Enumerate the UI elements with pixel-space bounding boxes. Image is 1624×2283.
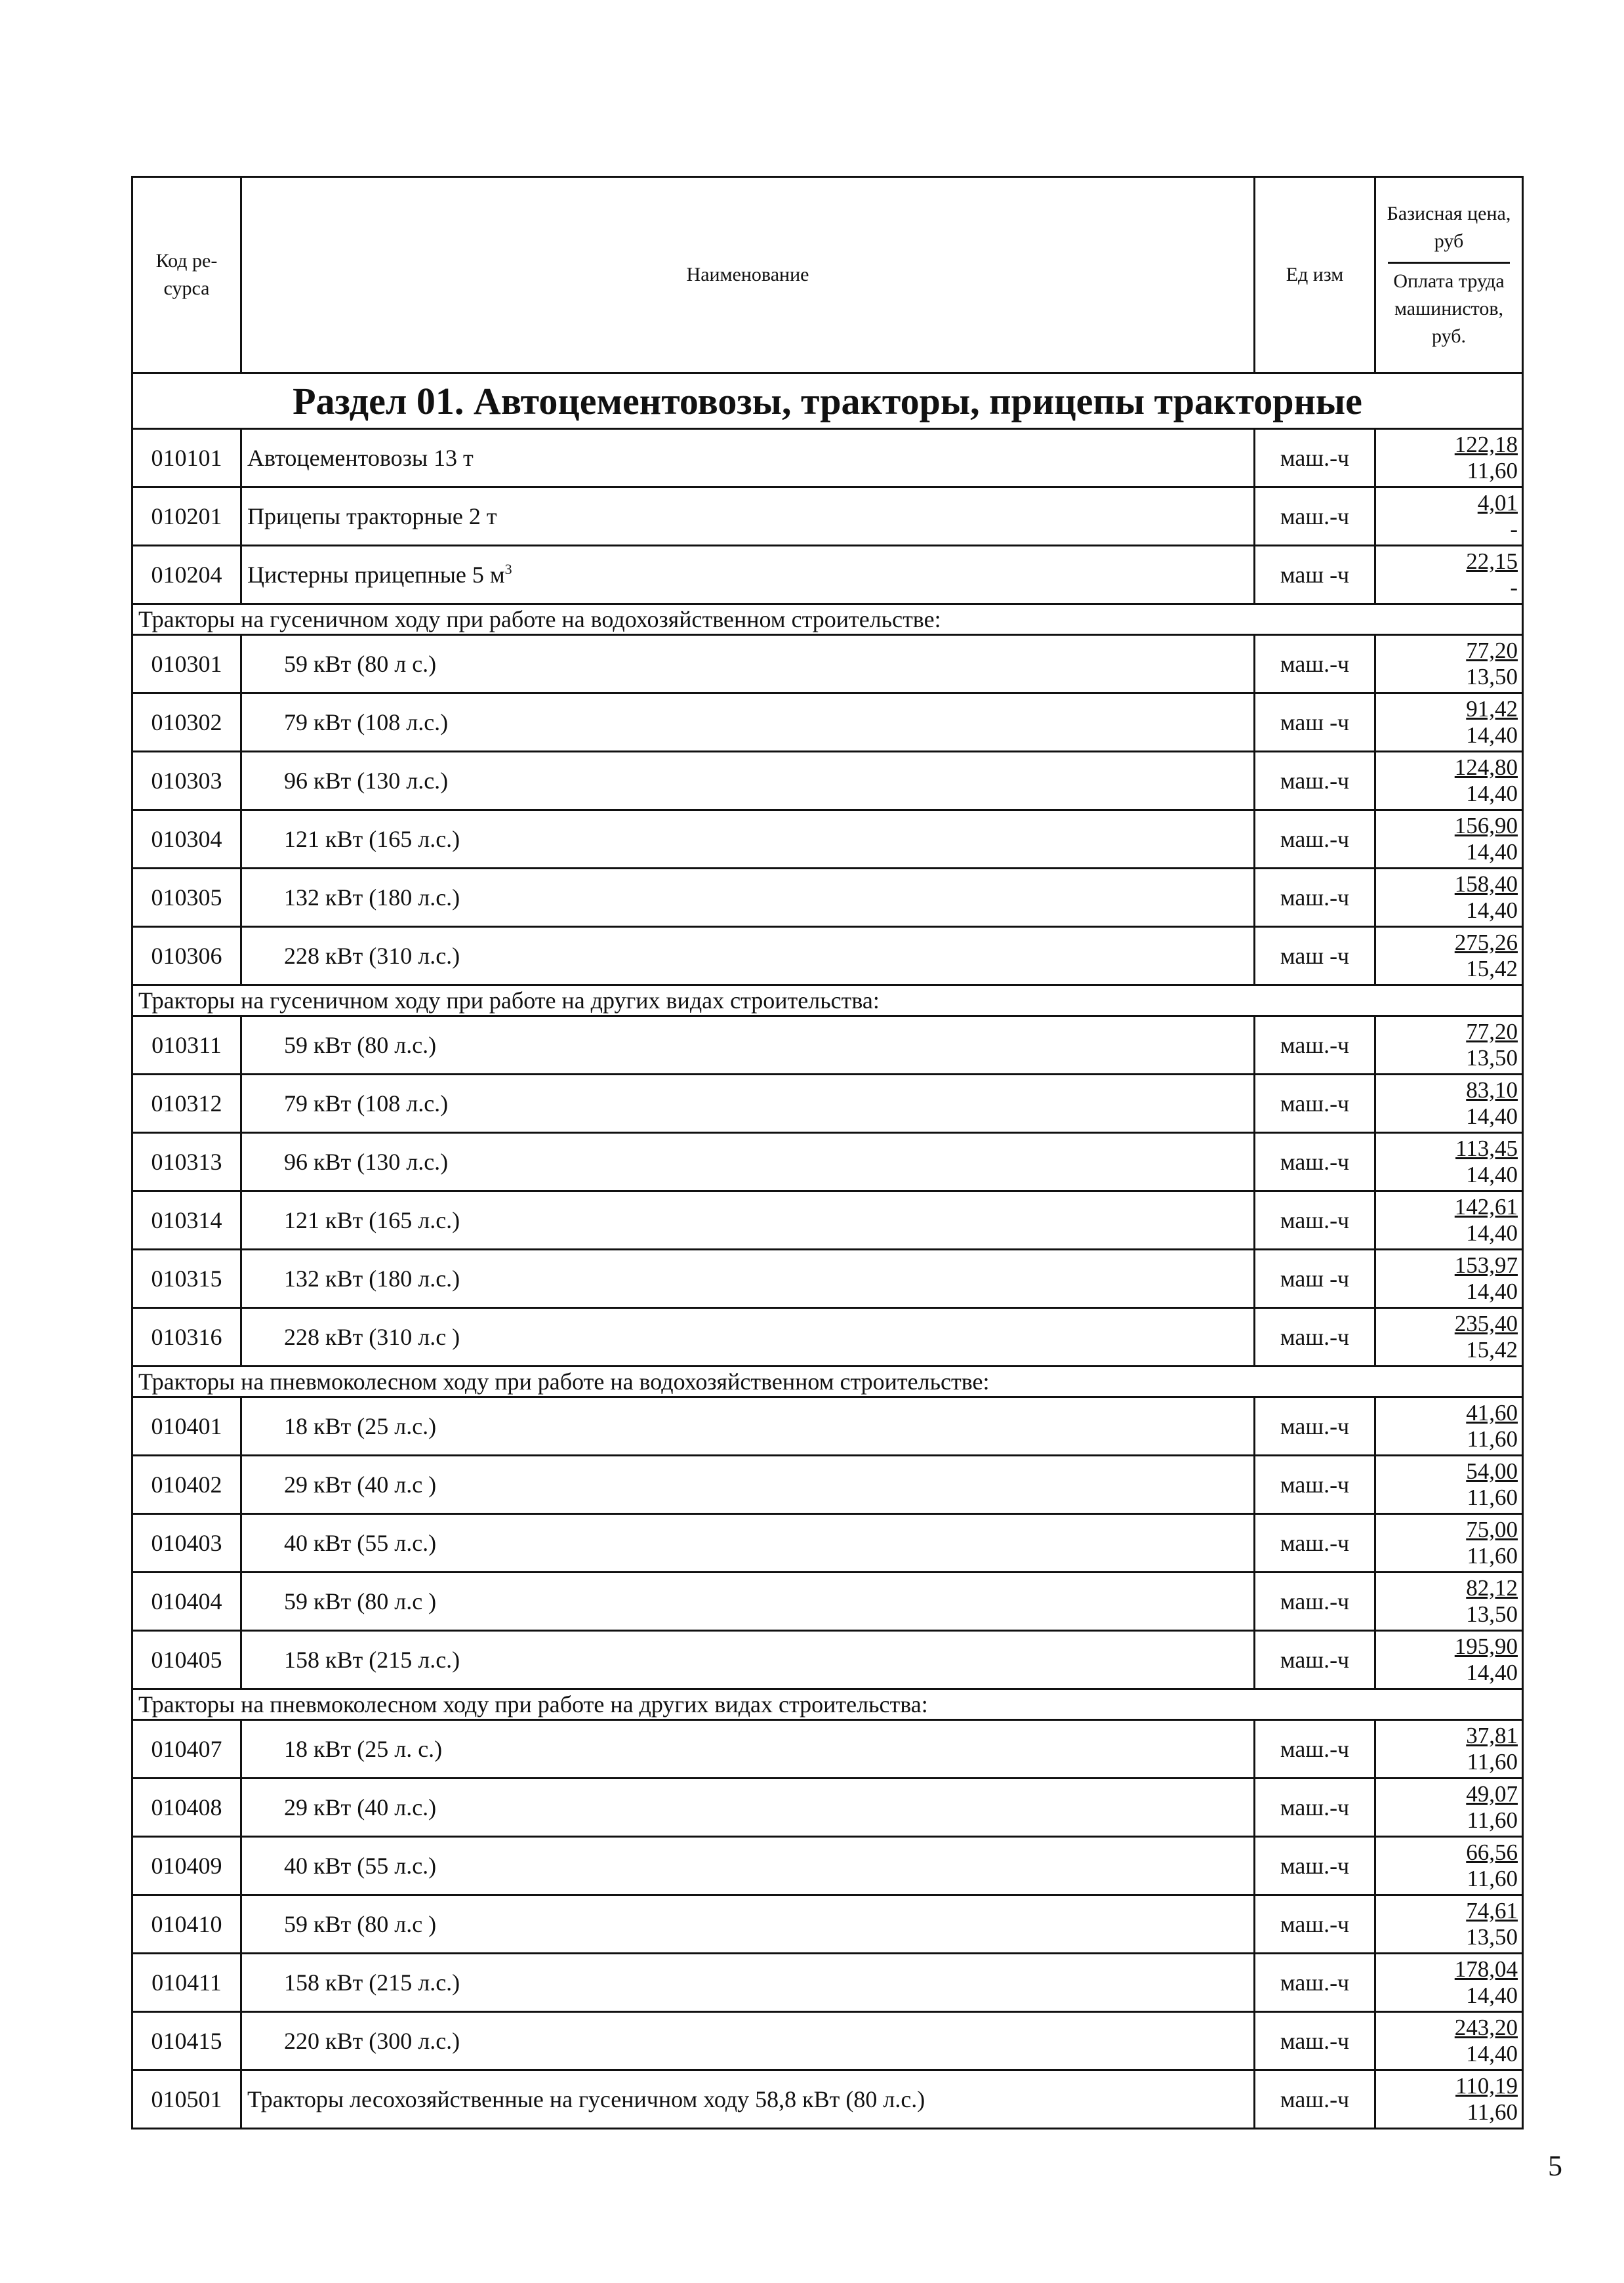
base-price: 41,60 (1466, 1400, 1518, 1426)
table-row (132, 1191, 1523, 1250)
section-title: Раздел 01. Автоцементовозы, тракторы, прицепы тракторные (132, 373, 1523, 429)
resource-values (1375, 1250, 1523, 1308)
base-price: 113,45 (1455, 1136, 1518, 1161)
resource-code: 010415 (132, 2012, 241, 2070)
resource-name-text: 228 кВт (310 л.с.) (284, 943, 460, 969)
resource-values (1375, 1779, 1523, 1837)
resource-values (1375, 1631, 1523, 1689)
resource-unit: маш.-ч (1255, 1631, 1375, 1689)
resource-name-text: 59 кВт (80 л с.) (284, 651, 437, 677)
operator-wage: 11,60 (1467, 2099, 1518, 2125)
resource-values (1375, 752, 1523, 810)
resource-code: 010201 (132, 487, 241, 546)
resource-name (241, 869, 1255, 927)
resource-unit: маш -ч (1255, 546, 1375, 604)
resource-name-text: Тракторы лесохозяйственные на гусеничном ходу 58,8 кВт (80 л.с.) (247, 2086, 925, 2112)
resource-name-text: 132 кВт (180 л.с.) (284, 1265, 460, 1292)
resource-unit: маш.-ч (1255, 1191, 1375, 1250)
resource-values (1375, 487, 1523, 546)
header-code: Код ре- сурса (132, 177, 241, 373)
resource-values (1375, 2012, 1523, 2070)
base-price: 153,97 (1454, 1252, 1518, 1278)
resource-code: 010408 (132, 1779, 241, 1837)
header-price-wage: Оплата труда машинистов, руб. (1393, 270, 1505, 347)
resource-code: 010314 (132, 1191, 241, 1250)
operator-wage: 13,50 (1466, 1601, 1518, 1627)
resource-name-text: 40 кВт (55 л.с.) (284, 1530, 437, 1556)
header-unit: Ед изм (1255, 177, 1375, 373)
resource-unit: маш.-ч (1255, 869, 1375, 927)
group-heading: Тракторы на гусеничном ходу при работе на водохозяйственном строительстве: (132, 604, 1523, 635)
unit-superscript: 3 (504, 561, 512, 577)
resource-code: 010403 (132, 1514, 241, 1573)
resource-name-text: 158 кВт (215 л.с.) (284, 1647, 460, 1673)
section-row (132, 373, 1523, 429)
operator-wage: - (1510, 575, 1518, 600)
resource-code: 010501 (132, 2070, 241, 2129)
resource-values (1375, 1895, 1523, 1954)
resource-values (1375, 2070, 1523, 2129)
base-price: 243,20 (1454, 2015, 1518, 2040)
group-heading-row (132, 985, 1523, 1016)
resource-name (241, 1514, 1255, 1573)
resource-name (241, 429, 1255, 487)
resource-values (1375, 1133, 1523, 1191)
resource-name (241, 1456, 1255, 1514)
resource-name (241, 1837, 1255, 1895)
resource-unit: маш.-ч (1255, 1075, 1375, 1133)
group-heading: Тракторы на гусеничном ходу при работе на других видах строительства: (132, 985, 1523, 1016)
resource-name-text: 59 кВт (80 л.с.) (284, 1032, 437, 1058)
operator-wage: 13,50 (1466, 664, 1518, 689)
resource-code: 010303 (132, 752, 241, 810)
base-price: 66,56 (1466, 1840, 1518, 1865)
table-row (132, 1954, 1523, 2012)
resource-name (241, 927, 1255, 985)
header-price-base: Базисная цена, руб (1387, 202, 1511, 252)
resource-code: 010302 (132, 693, 241, 752)
resource-name (241, 1397, 1255, 1456)
resource-unit: маш -ч (1255, 693, 1375, 752)
table-row (132, 693, 1523, 752)
resource-code: 010401 (132, 1397, 241, 1456)
table-row (132, 429, 1523, 487)
operator-wage: 14,40 (1466, 781, 1518, 806)
resource-name-text: 18 кВт (25 л. с.) (284, 1736, 443, 1762)
table-row (132, 1837, 1523, 1895)
resource-name (241, 1895, 1255, 1954)
resource-code: 010311 (132, 1016, 241, 1075)
base-price: 83,10 (1466, 1077, 1518, 1103)
base-price: 124,80 (1454, 754, 1518, 780)
base-price: 82,12 (1466, 1575, 1518, 1601)
resource-code: 010315 (132, 1250, 241, 1308)
group-heading: Тракторы на пневмоколесном ходу при работе на водохозяйственном строительстве: (132, 1367, 1523, 1397)
base-price: 75,00 (1466, 1517, 1518, 1542)
resource-unit: маш.-ч (1255, 752, 1375, 810)
resource-unit: маш.-ч (1255, 1779, 1375, 1837)
resource-code: 010411 (132, 1954, 241, 2012)
resource-price-table (131, 176, 1524, 2129)
resource-unit: маш.-ч (1255, 1456, 1375, 1514)
operator-wage: 14,40 (1466, 1660, 1518, 1685)
resource-values (1375, 635, 1523, 693)
base-price: 110,19 (1455, 2073, 1518, 2099)
table-row (132, 635, 1523, 693)
resource-name-text: 79 кВт (108 л.с.) (284, 709, 449, 735)
resource-name (241, 546, 1255, 604)
table-row (132, 1779, 1523, 1837)
resource-name-text: 59 кВт (80 л.с ) (284, 1911, 437, 1937)
resource-name-text: 59 кВт (80 л.с ) (284, 1588, 437, 1615)
resource-values (1375, 1456, 1523, 1514)
group-heading-row (132, 1689, 1523, 1720)
group-heading: Тракторы на пневмоколесном ходу при работе на других видах строительства: (132, 1689, 1523, 1720)
resource-values (1375, 429, 1523, 487)
operator-wage: 11,60 (1467, 458, 1518, 483)
resource-values (1375, 1016, 1523, 1075)
resource-values (1375, 1720, 1523, 1779)
resource-code: 010304 (132, 810, 241, 869)
resource-name-text: 158 кВт (215 л.с.) (284, 1969, 460, 1996)
base-price: 54,00 (1466, 1458, 1518, 1484)
table-header-row (132, 177, 1523, 373)
resource-name-text: 132 кВт (180 л.с.) (284, 884, 460, 911)
base-price: 178,04 (1454, 1956, 1518, 1982)
resource-unit: маш.-ч (1255, 2012, 1375, 2070)
resource-name (241, 1573, 1255, 1631)
header-name: Наименование (241, 177, 1255, 373)
resource-values (1375, 693, 1523, 752)
table-row (132, 1133, 1523, 1191)
table-row (132, 1308, 1523, 1367)
resource-code: 010316 (132, 1308, 241, 1367)
base-price: 156,90 (1454, 813, 1518, 838)
resource-values (1375, 1573, 1523, 1631)
table-row (132, 927, 1523, 985)
table-row (132, 487, 1523, 546)
resource-name-text: 40 кВт (55 л.с.) (284, 1853, 437, 1879)
group-heading-row (132, 1367, 1523, 1397)
resource-values (1375, 1837, 1523, 1895)
table-row (132, 869, 1523, 927)
resource-name-text: 121 кВт (165 л.с.) (284, 826, 460, 852)
base-price: 37,81 (1466, 1723, 1518, 1748)
operator-wage: 11,60 (1467, 1749, 1518, 1775)
table-row (132, 810, 1523, 869)
resource-name-text: 228 кВт (310 л.с ) (284, 1324, 460, 1350)
base-price: 195,90 (1454, 1634, 1518, 1659)
resource-name (241, 2012, 1255, 2070)
base-price: 4,01 (1477, 490, 1518, 516)
resource-name (241, 1075, 1255, 1133)
resource-name-text: 29 кВт (40 л.с ) (284, 1471, 437, 1498)
resource-name-text: 96 кВт (130 л.с.) (284, 768, 449, 794)
operator-wage: 15,42 (1466, 956, 1518, 981)
table-row (132, 2012, 1523, 2070)
table-row (132, 1895, 1523, 1954)
base-price: 77,20 (1466, 638, 1518, 663)
resource-unit: маш.-ч (1255, 810, 1375, 869)
resource-values (1375, 810, 1523, 869)
operator-wage: 14,40 (1466, 1220, 1518, 1246)
resource-unit: маш.-ч (1255, 1895, 1375, 1954)
table-row (132, 1456, 1523, 1514)
resource-unit: маш.-ч (1255, 2070, 1375, 2129)
page-number: 5 (1548, 2150, 1562, 2182)
resource-unit: маш.-ч (1255, 1837, 1375, 1895)
operator-wage: 14,40 (1466, 2041, 1518, 2067)
resource-name-text: Прицепы тракторные 2 т (247, 503, 497, 529)
resource-name-text: 121 кВт (165 л.с.) (284, 1207, 460, 1233)
resource-name (241, 635, 1255, 693)
base-price: 235,40 (1454, 1311, 1518, 1336)
table-row (132, 1514, 1523, 1573)
resource-unit: маш.-ч (1255, 429, 1375, 487)
resource-name (241, 1954, 1255, 2012)
resource-code: 010305 (132, 869, 241, 927)
resource-unit: маш.-ч (1255, 487, 1375, 546)
base-price: 142,61 (1454, 1194, 1518, 1220)
resource-code: 010407 (132, 1720, 241, 1779)
table-row (132, 1573, 1523, 1631)
base-price: 74,61 (1466, 1898, 1518, 1923)
resource-name-text: 79 кВт (108 л.с.) (284, 1090, 449, 1117)
table-row (132, 546, 1523, 604)
operator-wage: 14,40 (1466, 1103, 1518, 1129)
operator-wage: 15,42 (1466, 1337, 1518, 1363)
group-heading-row (132, 604, 1523, 635)
resource-code: 010404 (132, 1573, 241, 1631)
resource-name (241, 2070, 1255, 2129)
resource-name-text: 18 кВт (25 л.с.) (284, 1413, 437, 1439)
operator-wage: 11,60 (1467, 1807, 1518, 1833)
resource-unit: маш.-ч (1255, 1308, 1375, 1367)
operator-wage: 11,60 (1467, 1543, 1518, 1569)
resource-values (1375, 1954, 1523, 2012)
table-row (132, 1250, 1523, 1308)
resource-unit: маш.-ч (1255, 1133, 1375, 1191)
resource-code: 010409 (132, 1837, 241, 1895)
resource-unit: маш.-ч (1255, 1514, 1375, 1573)
resource-unit: маш.-ч (1255, 1573, 1375, 1631)
operator-wage: - (1510, 516, 1518, 542)
resource-name-text: 29 кВт (40 л.с.) (284, 1794, 437, 1820)
resource-name (241, 487, 1255, 546)
resource-name (241, 1631, 1255, 1689)
resource-unit: маш.-ч (1255, 1720, 1375, 1779)
operator-wage: 14,40 (1466, 722, 1518, 748)
resource-name (241, 752, 1255, 810)
resource-name (241, 1250, 1255, 1308)
resource-values (1375, 546, 1523, 604)
resource-unit: маш.-ч (1255, 1016, 1375, 1075)
table-row (132, 2070, 1523, 2129)
resource-unit: маш.-ч (1255, 635, 1375, 693)
resource-name (241, 1133, 1255, 1191)
header-price (1375, 177, 1523, 373)
resource-values (1375, 1075, 1523, 1133)
resource-name (241, 810, 1255, 869)
operator-wage: 13,50 (1466, 1924, 1518, 1950)
resource-values (1375, 869, 1523, 927)
resource-values (1375, 1191, 1523, 1250)
table-row (132, 1397, 1523, 1456)
resource-code: 010101 (132, 429, 241, 487)
resource-unit: маш -ч (1255, 927, 1375, 985)
resource-price-table-container (131, 176, 1522, 2129)
resource-name (241, 1308, 1255, 1367)
resource-code: 010306 (132, 927, 241, 985)
resource-name (241, 693, 1255, 752)
operator-wage: 14,40 (1466, 1983, 1518, 2008)
resource-code: 010204 (132, 546, 241, 604)
table-row (132, 1016, 1523, 1075)
table-row (132, 1720, 1523, 1779)
resource-name-text: Автоцементовозы 13 т (247, 445, 474, 471)
base-price: 122,18 (1454, 432, 1518, 457)
resource-values (1375, 1514, 1523, 1573)
resource-name (241, 1720, 1255, 1779)
operator-wage: 14,40 (1466, 1162, 1518, 1187)
resource-code: 010405 (132, 1631, 241, 1689)
table-row (132, 1631, 1523, 1689)
base-price: 22,15 (1466, 548, 1518, 574)
operator-wage: 11,60 (1467, 1866, 1518, 1891)
resource-code: 010312 (132, 1075, 241, 1133)
base-price: 49,07 (1466, 1781, 1518, 1807)
resource-values (1375, 1397, 1523, 1456)
resource-name-text: 96 кВт (130 л.с.) (284, 1149, 449, 1175)
resource-unit: маш -ч (1255, 1250, 1375, 1308)
operator-wage: 11,60 (1467, 1485, 1518, 1510)
resource-values (1375, 927, 1523, 985)
resource-code: 010313 (132, 1133, 241, 1191)
resource-code: 010410 (132, 1895, 241, 1954)
base-price: 275,26 (1454, 930, 1518, 955)
header-price-divider (1388, 262, 1510, 264)
resource-unit: маш.-ч (1255, 1397, 1375, 1456)
resource-name (241, 1016, 1255, 1075)
base-price: 77,20 (1466, 1019, 1518, 1044)
resource-values (1375, 1308, 1523, 1367)
resource-unit: маш.-ч (1255, 1954, 1375, 2012)
table-row (132, 752, 1523, 810)
resource-name-text: Цистерны прицепные 5 м (247, 562, 505, 588)
base-price: 91,42 (1466, 696, 1518, 722)
operator-wage: 13,50 (1466, 1045, 1518, 1071)
resource-name (241, 1191, 1255, 1250)
resource-name-text: 220 кВт (300 л.с.) (284, 2028, 460, 2054)
operator-wage: 14,40 (1466, 1279, 1518, 1304)
resource-code: 010301 (132, 635, 241, 693)
table-row (132, 1075, 1523, 1133)
resource-name (241, 1779, 1255, 1837)
base-price: 158,40 (1454, 871, 1518, 897)
resource-code: 010402 (132, 1456, 241, 1514)
operator-wage: 11,60 (1467, 1426, 1518, 1452)
operator-wage: 14,40 (1466, 897, 1518, 923)
operator-wage: 14,40 (1466, 839, 1518, 865)
